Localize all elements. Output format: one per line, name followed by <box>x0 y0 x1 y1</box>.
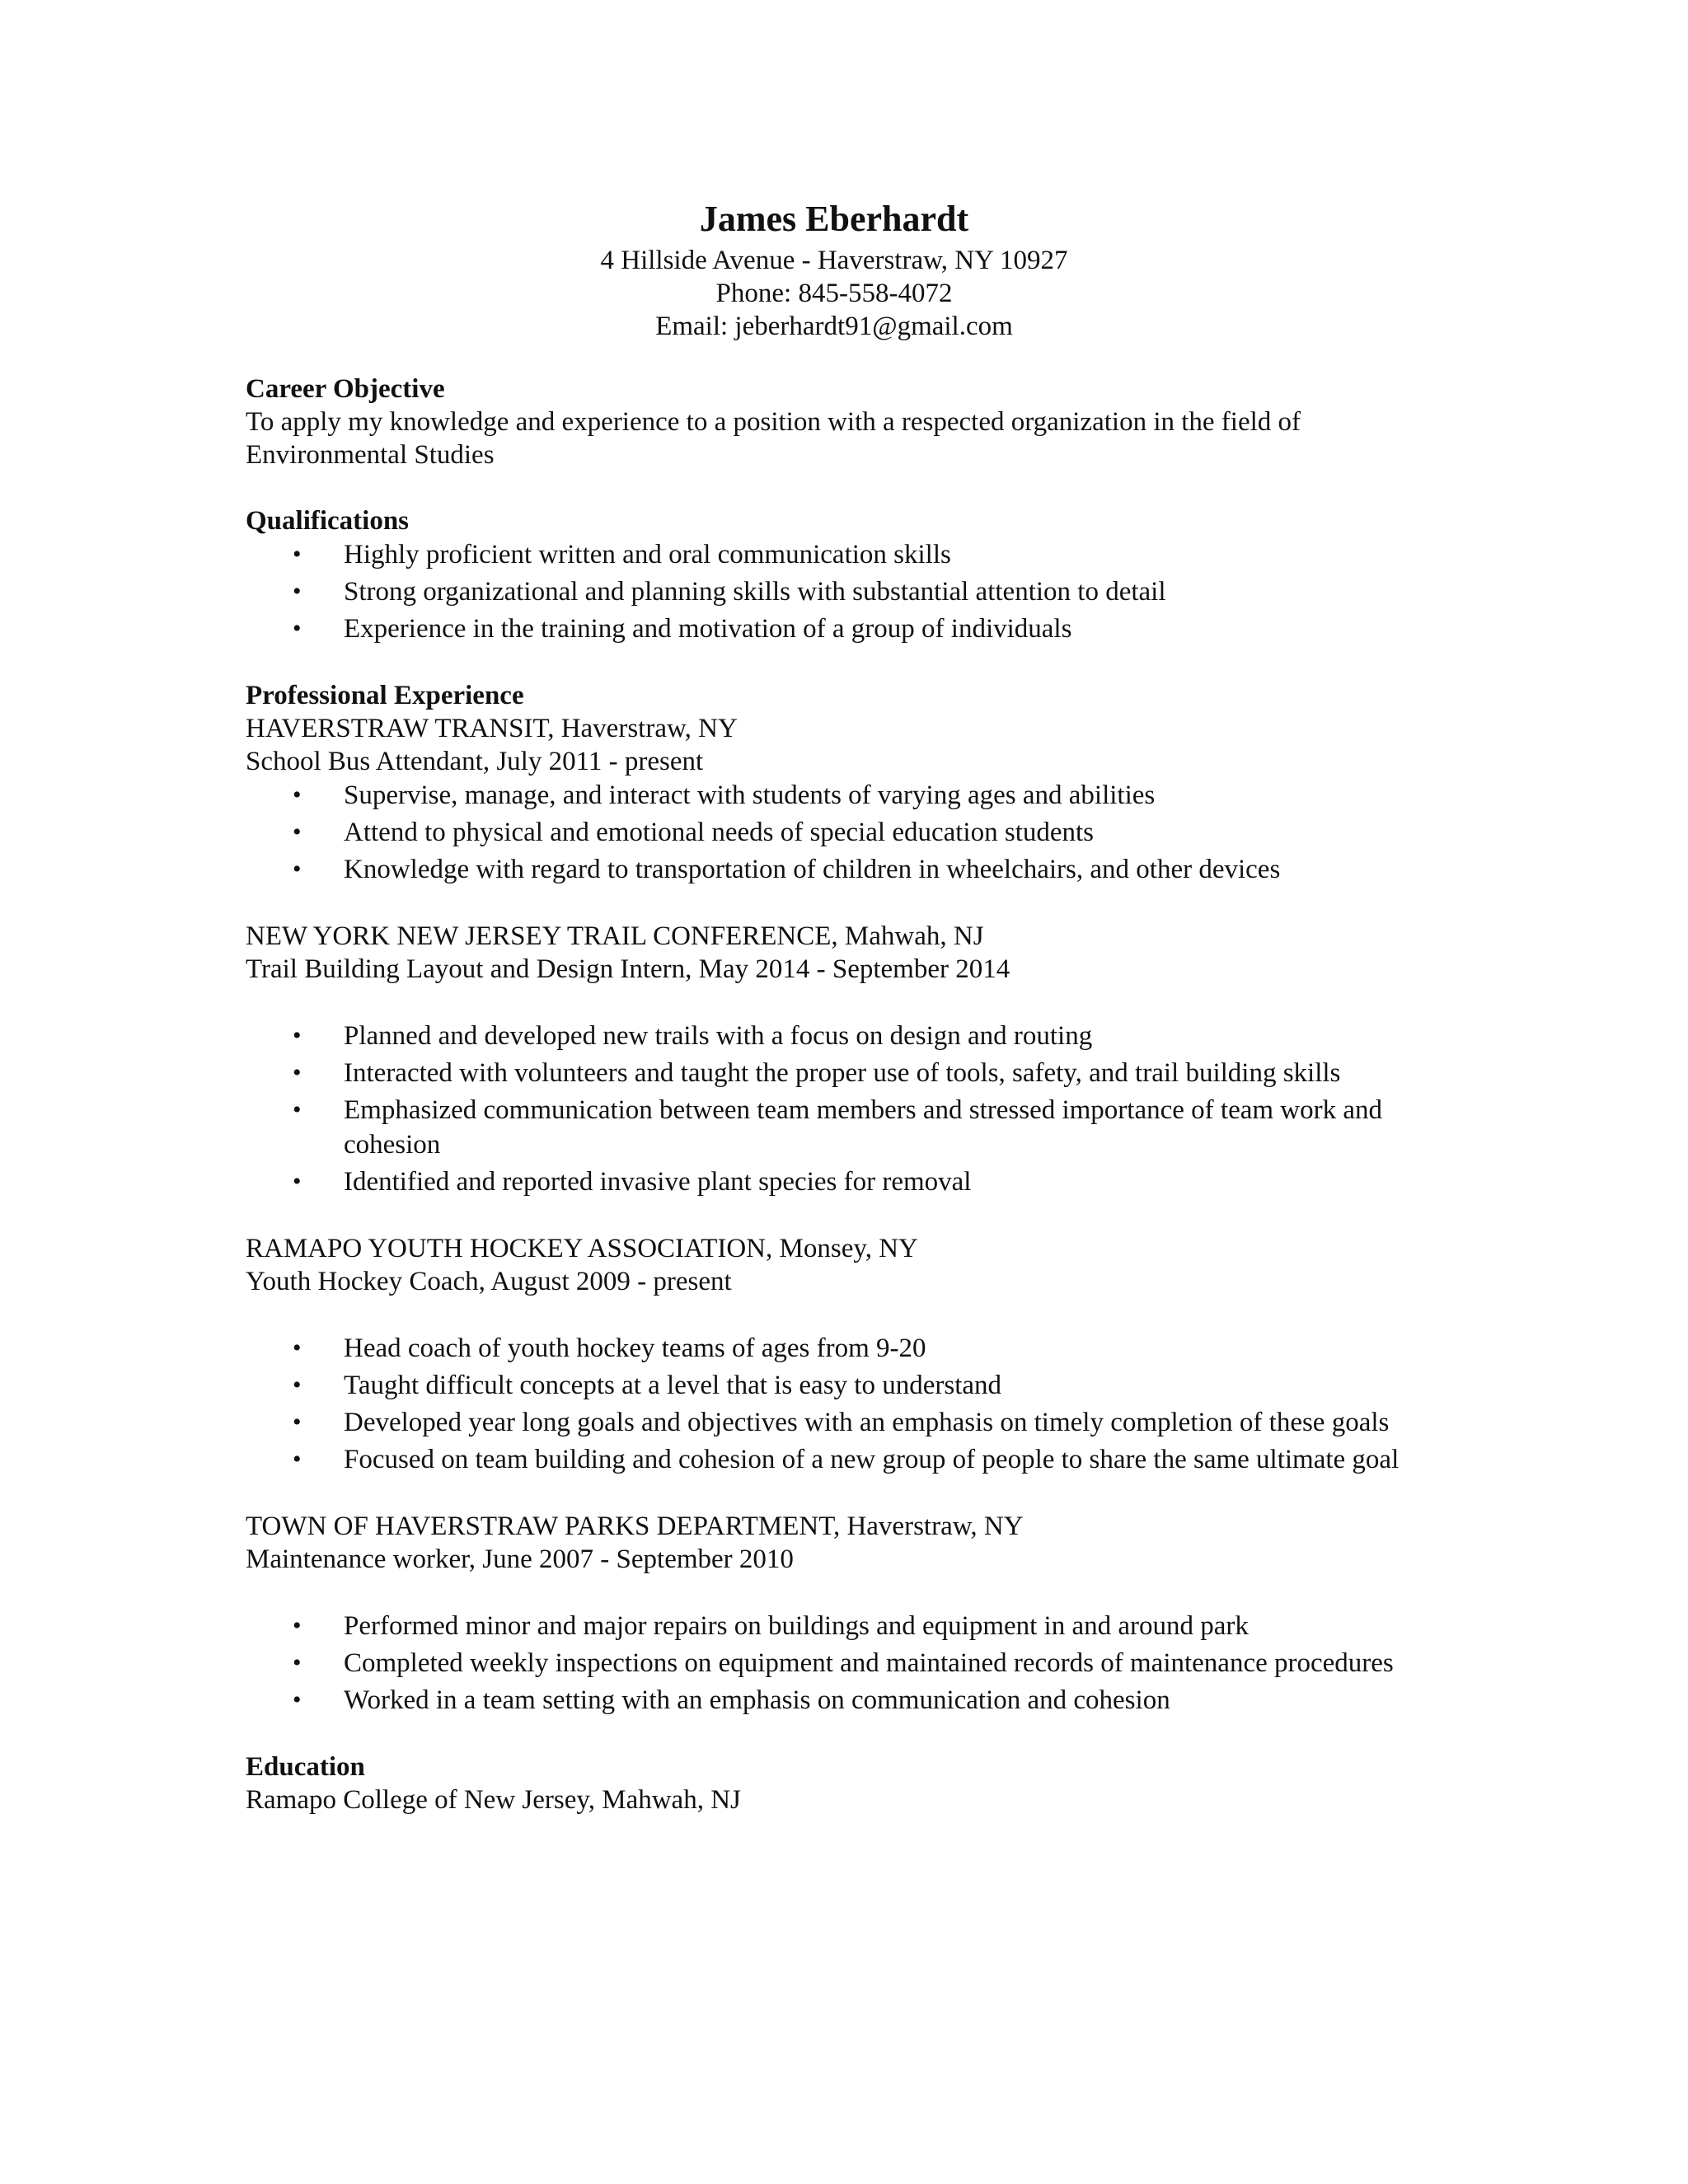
job-duty-text: Interacted with volunteers and taught the proper use of tools, safety, and trail building skills <box>344 1058 1341 1088</box>
experience-section <box>246 679 1449 1718</box>
qualifications-heading: Qualifications <box>246 506 410 536</box>
qualifications-list <box>246 537 1449 646</box>
job-title: School Bus Attendant, July 2011 - present <box>246 747 704 776</box>
job-duty-item <box>246 1646 1449 1680</box>
spacer <box>246 1298 1449 1331</box>
job-duty-item <box>246 1056 1449 1090</box>
bullet-icon: • <box>293 1168 302 1195</box>
job-entry <box>246 1232 1449 1477</box>
job-duty-item <box>246 852 1449 887</box>
bullet-icon: • <box>293 781 302 808</box>
spacer <box>246 1576 1449 1609</box>
bullet-icon: • <box>293 818 302 846</box>
job-title: Youth Hockey Coach, August 2009 - present <box>246 1267 732 1296</box>
bullet-icon: • <box>293 541 302 568</box>
job-duty-item <box>246 1405 1449 1440</box>
job-duty-item <box>246 1368 1449 1403</box>
bullet-icon: • <box>293 1334 302 1361</box>
job-title: Maintenance worker, June 2007 - September 2010 <box>246 1544 794 1574</box>
experience-heading: Professional Experience <box>246 681 524 710</box>
job-duty-item <box>246 778 1449 813</box>
job-entry <box>246 1510 1449 1718</box>
job-employer: HAVERSTRAW TRANSIT, Haverstraw, NY <box>246 714 738 743</box>
education-section <box>246 1750 1449 1816</box>
phone-line: Phone: 845-558-4072 <box>715 279 953 308</box>
bullet-icon: • <box>293 578 302 605</box>
education-school: Ramapo College of New Jersey, Mahwah, NJ <box>246 1785 741 1815</box>
bullet-icon: • <box>293 615 302 642</box>
qualification-item <box>246 612 1449 646</box>
qualifications-section <box>246 504 1449 646</box>
job-duties-list <box>246 1019 1449 1199</box>
career-objective-section <box>246 373 1449 471</box>
qualification-text: Strong organizational and planning skills with substantial attention to detail <box>344 577 1166 607</box>
job-entry <box>246 712 1449 887</box>
job-employer: TOWN OF HAVERSTRAW PARKS DEPARTMENT, Haverstraw, NY <box>246 1511 1024 1541</box>
job-duty-text: Worked in a team setting with an emphasis on communication and cohesion <box>344 1685 1170 1715</box>
job-duty-text: Taught difficult concepts at a level that is easy to understand <box>344 1371 1002 1400</box>
qualification-text: Highly proficient written and oral communication skills <box>344 540 951 569</box>
bullet-icon: • <box>293 855 302 883</box>
job-duty-text: Attend to physical and emotional needs of special education students <box>344 818 1095 847</box>
bullet-icon: • <box>293 1096 302 1123</box>
bullet-icon: • <box>293 1371 302 1399</box>
qualification-text: Experience in the training and motivation of a group of individuals <box>344 614 1072 644</box>
job-duty-text: Planned and developed new trails with a focus on design and routing <box>344 1021 1093 1051</box>
job-duty-text: Completed weekly inspections on equipment and maintained records of maintenance procedures <box>344 1648 1394 1678</box>
job-duty-item <box>246 1093 1449 1162</box>
job-duty-text: Developed year long goals and objectives with an emphasis on timely completion of these goals <box>344 1408 1390 1437</box>
address-line: 4 Hillside Avenue - Haverstraw, NY 10927 <box>600 246 1068 275</box>
resume-header <box>0 194 1668 343</box>
resume-body <box>246 373 1449 1816</box>
bullet-icon: • <box>293 1408 302 1436</box>
bullet-icon: • <box>293 1059 302 1086</box>
job-title: Trail Building Layout and Design Intern, May 2014 - September 2014 <box>246 954 1010 984</box>
job-duty-item <box>246 1019 1449 1053</box>
qualification-item <box>246 574 1449 609</box>
job-duty-item <box>246 1683 1449 1718</box>
job-duty-item <box>246 1165 1449 1199</box>
job-employer: NEW YORK NEW JERSEY TRAIL CONFERENCE, Mahwah, NJ <box>246 921 984 951</box>
job-employer: RAMAPO YOUTH HOCKEY ASSOCIATION, Monsey, NY <box>246 1234 918 1263</box>
qualification-item <box>246 537 1449 572</box>
job-duty-item <box>246 1331 1449 1366</box>
spacer <box>246 986 1449 1019</box>
bullet-icon: • <box>293 1446 302 1473</box>
email-line: Email: jeberhardt91@gmail.com <box>655 312 1013 341</box>
job-duty-text: Performed minor and major repairs on buildings and equipment in and around park <box>344 1611 1249 1641</box>
job-entry <box>246 920 1449 1199</box>
job-duty-text: Emphasized communication between team members and stressed importance of team work and cohesion <box>344 1095 1382 1160</box>
career-objective-text-line-1: To apply my knowledge and experience to a position with a respected organization in the field of <box>246 407 1301 437</box>
job-duty-text: Identified and reported invasive plant species for removal <box>344 1167 972 1197</box>
bullet-icon: • <box>293 1022 302 1049</box>
job-duty-text: Supervise, manage, and interact with students of varying ages and abilities <box>344 780 1156 810</box>
bullet-icon: • <box>293 1612 302 1639</box>
bullet-icon: • <box>293 1686 302 1713</box>
candidate-name: James Eberhardt <box>699 199 969 239</box>
career-objective-heading: Career Objective <box>246 374 445 404</box>
job-duty-item <box>246 1609 1449 1643</box>
job-duty-text: Head coach of youth hockey teams of ages from 9-20 <box>344 1333 926 1363</box>
job-duties-list <box>246 778 1449 887</box>
career-objective-text-line-2: Environmental Studies <box>246 440 495 470</box>
job-duties-list <box>246 1331 1449 1477</box>
job-duty-item <box>246 1442 1449 1477</box>
job-duty-text: Knowledge with regard to transportation of children in wheelchairs, and other devices <box>344 855 1281 884</box>
bullet-icon: • <box>293 1649 302 1676</box>
job-duty-text: Focused on team building and cohesion of a new group of people to share the same ultimate goal <box>344 1445 1400 1474</box>
job-duties-list <box>246 1609 1449 1718</box>
job-duty-item <box>246 815 1449 850</box>
education-heading: Education <box>246 1752 365 1782</box>
